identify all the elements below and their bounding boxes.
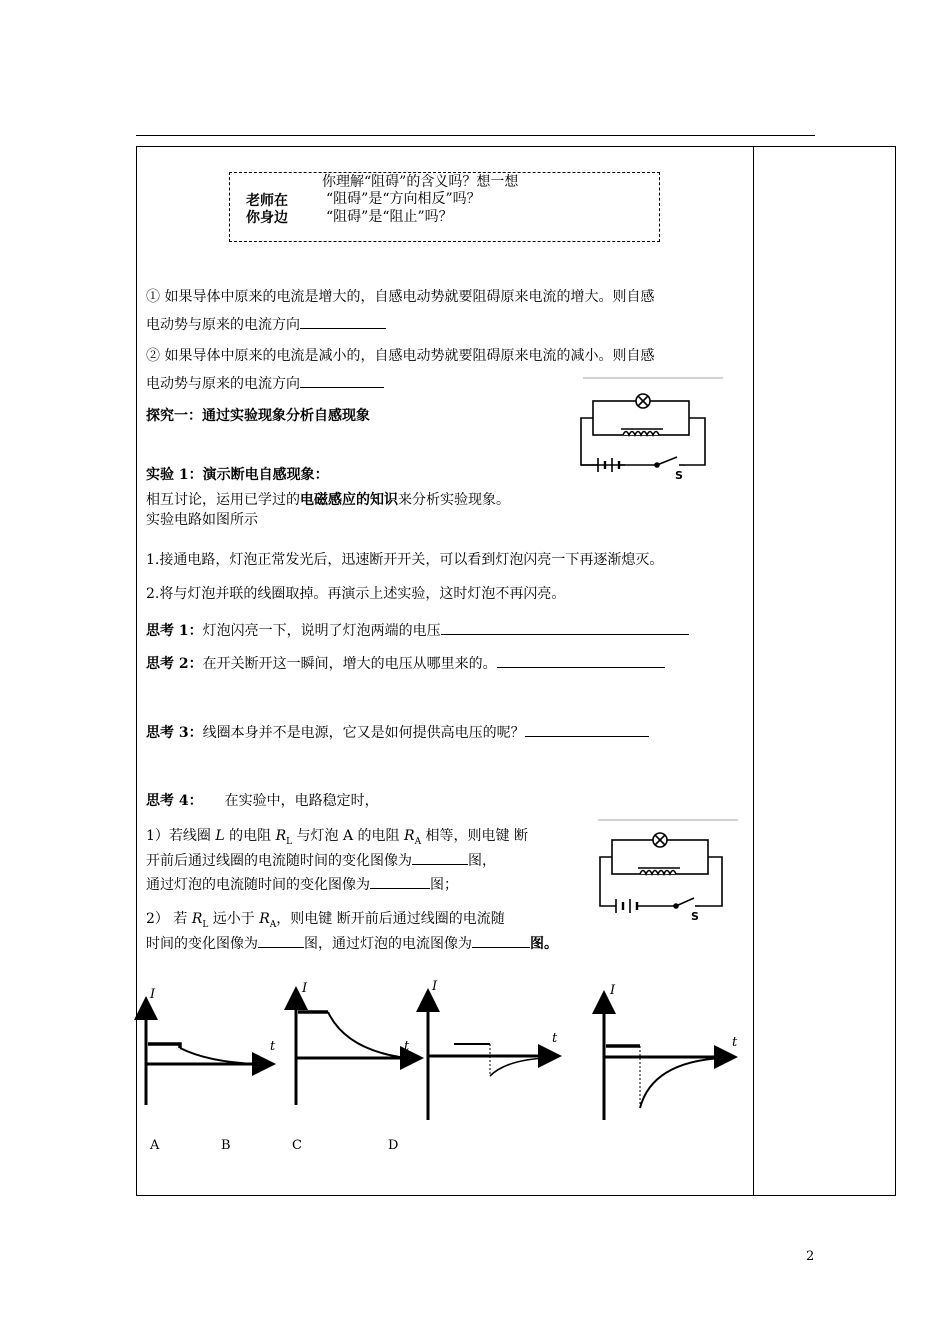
answer-blank[interactable] <box>441 620 689 635</box>
graph-label-b: B <box>221 1138 231 1153</box>
axis-label-i: I <box>150 987 156 1002</box>
exp1-line-2: 实验电路如图所示 <box>146 512 258 528</box>
tip-question-2: “阻碍”是“阻止”吗？ <box>326 209 453 225</box>
answer-blank[interactable] <box>300 314 386 329</box>
graph-label-a: A <box>150 1138 160 1153</box>
answer-blank[interactable] <box>525 722 649 737</box>
graph-a-b <box>146 1002 270 1105</box>
think-1: 思考 1：灯泡闪亮一下，说明了灯泡两端的电压 <box>146 620 689 641</box>
graph-4 <box>604 996 732 1120</box>
switch-label: S <box>691 910 699 923</box>
coil-icon <box>640 871 676 875</box>
para-1-line-2: 电动势与原来的电流方向 <box>146 314 386 335</box>
tip-side-label-2: 你身边 <box>246 210 288 226</box>
axis-label-t: t <box>270 1039 276 1054</box>
graph-label-c: C <box>292 1138 302 1153</box>
answer-blank[interactable] <box>497 653 665 668</box>
answer-blank[interactable] <box>412 850 468 865</box>
right-wire <box>700 857 722 906</box>
think-3: 思考 3：线圈本身并不是电源，它又是如何提供高电压的呢？ <box>146 722 649 743</box>
axis-label-i: I <box>432 979 438 994</box>
answer-blank[interactable] <box>300 373 384 388</box>
switch-label: S <box>675 469 683 482</box>
think4-q2-line-2: 时间的变化图像为 图，通过灯泡的电流图像为 图。 <box>146 933 558 954</box>
tip-title: 你理解“阻碍”的含义吗？想一想 <box>322 174 519 190</box>
page-number: 2 <box>806 1249 815 1264</box>
think-4: 思考 4： 在实验中，电路稳定时， <box>146 793 379 809</box>
axis-label-t: t <box>404 1039 410 1054</box>
exp1-step-1: 1.接通电路，灯泡正常发光后，迅速断开开关，可以看到灯泡闪亮一下再逐渐熄灭。 <box>146 552 664 568</box>
left-wire <box>581 418 625 465</box>
exp1-step-2: 2.将与灯泡并联的线圈取掉。再演示上述实验，这时灯泡不再闪亮。 <box>146 586 566 602</box>
axis-label-t: t <box>552 1031 558 1046</box>
switch-icon <box>676 898 694 906</box>
exp1-line-1: 相互讨论，运用已学过的电磁感应的知识来分析实验现象。 <box>146 492 510 508</box>
circuit-diagram-2 <box>592 818 742 924</box>
think4-q1-line-2: 开前后通过线圈的电流随时间的变化图像为 图， <box>146 850 496 871</box>
graph-label-d: D <box>388 1138 399 1153</box>
exp1-heading: 实验 1：演示断电自感现象： <box>146 467 329 483</box>
think4-q1-line-3: 通过灯泡的电流随时间的变化图像为 图； <box>146 874 458 895</box>
switch-icon <box>657 457 677 465</box>
header-rule <box>136 135 815 136</box>
graph-c <box>296 992 418 1105</box>
para-1-line-1: ① 如果导体中原来的电流是增大的，自感电动势就要阻碍原来电流的增大。则自感 <box>146 289 655 305</box>
graph-d <box>428 994 556 1120</box>
tip-question-1: “阻碍”是“方向相反”吗？ <box>326 191 481 207</box>
think4-q2-line-1: 2） 若 $R_L$ 远小于 $R_A$，则电键 断开前后通过线圈的电流随 <box>146 911 505 930</box>
answer-blank[interactable] <box>258 933 304 948</box>
para-2-line-1: ② 如果导体中原来的电流是减小的，自感电动势就要阻碍原来电流的减小。则自感 <box>146 348 655 364</box>
axis-label-i: I <box>302 981 308 996</box>
think4-q1-line-1: 1）若线圈 L 的电阻 $R_L$ 与灯泡 A 的电阻 $R_A$ 相等，则电键 断 <box>146 828 528 847</box>
think-2: 思考 2：在开关断开这一瞬间，增大的电压从哪里来的。 <box>146 653 665 674</box>
axis-label-i: I <box>610 983 616 998</box>
axis-label-t: t <box>732 1035 738 1050</box>
para-2-line-2: 电动势与原来的电流方向 <box>146 373 384 394</box>
right-wire <box>685 418 705 465</box>
tip-side-label-1: 老师在 <box>246 193 288 209</box>
answer-blank[interactable] <box>472 933 530 948</box>
left-wire <box>600 857 616 906</box>
circuit-diagram-1 <box>575 376 725 482</box>
explore-heading: 探究一：通过实验现象分析自感现象 <box>146 408 370 424</box>
answer-blank[interactable] <box>370 874 430 889</box>
current-time-graphs <box>136 980 756 1120</box>
coil-icon <box>623 432 659 436</box>
